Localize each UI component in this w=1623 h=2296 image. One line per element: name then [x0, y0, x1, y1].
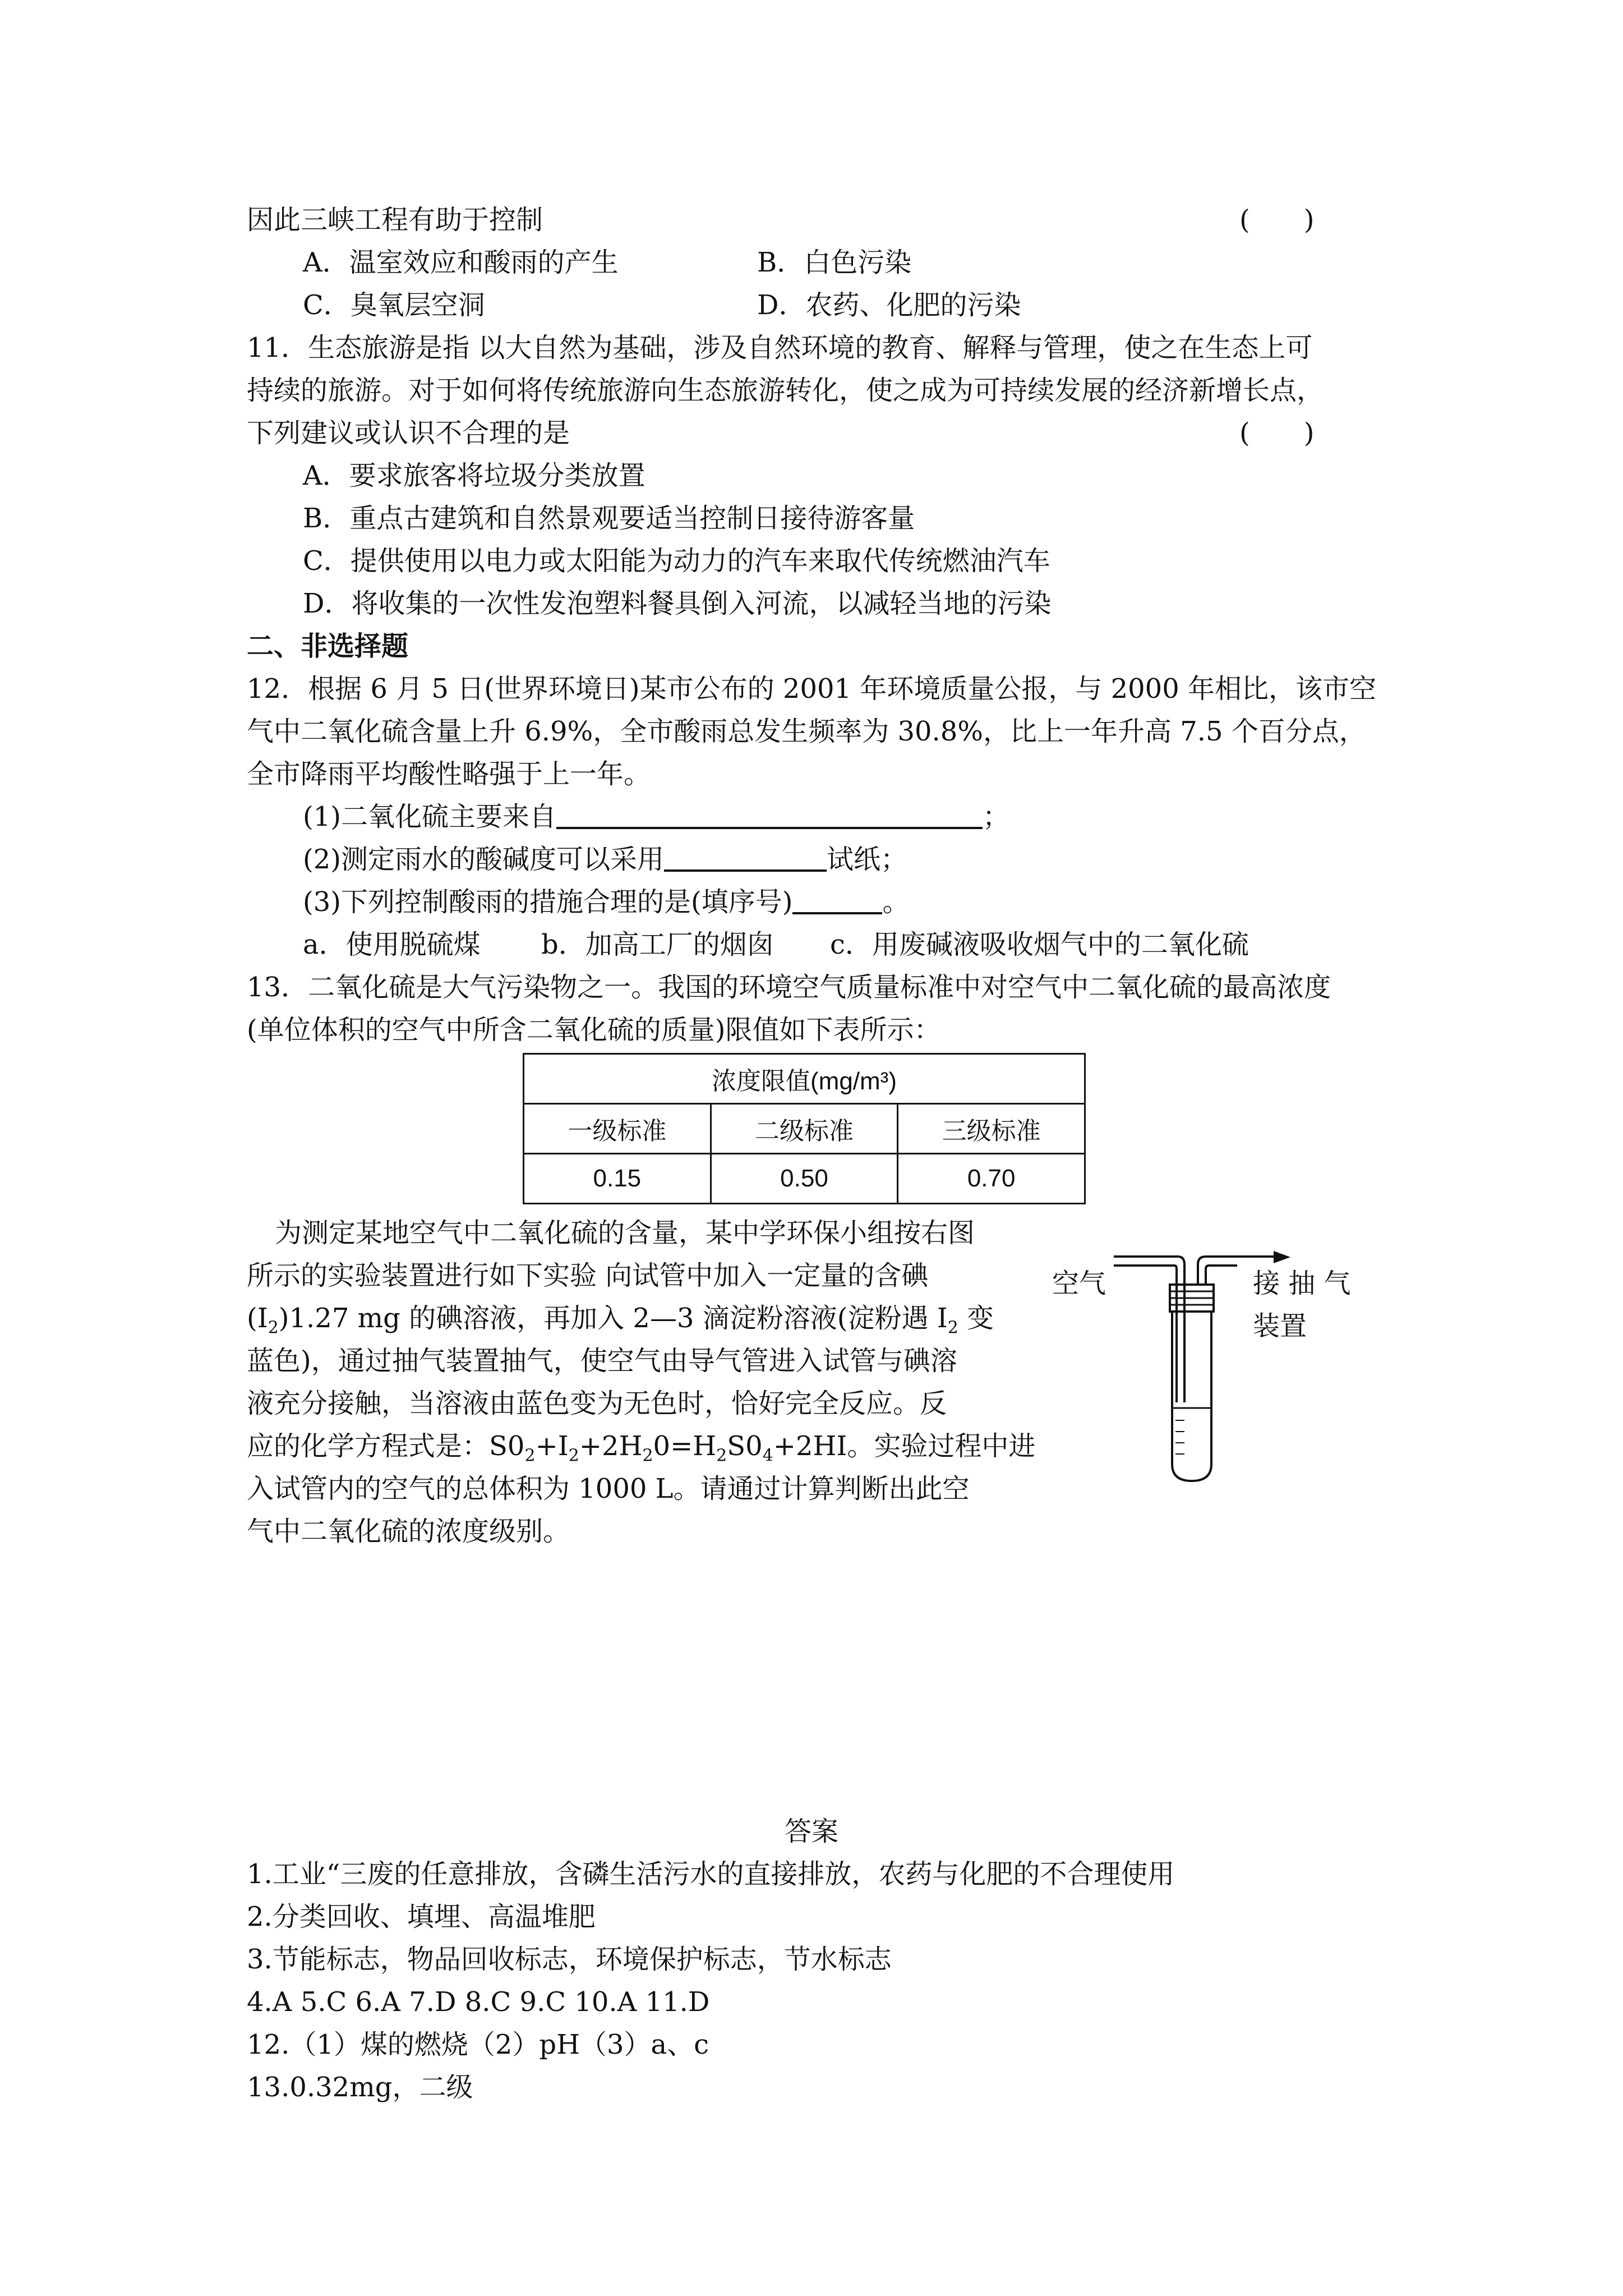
q11-answer-bracket: ( ) [1239, 417, 1315, 449]
q13-para-line-7: 入试管内的空气的总体积为 1000 L。请通过计算判断出此空 [247, 1473, 970, 1504]
q11-option-c: C．提供使用以电力或太阳能为动力的汽车来取代传统燃油汽车 [303, 545, 1050, 577]
table-value-3: 0.70 [898, 1154, 1085, 1204]
q10-option-a: A．温室效应和酸雨的产生 [303, 247, 619, 278]
answer-item: 2.分类回收、填埋、高温堆肥 [247, 1901, 596, 1932]
q12-stem-line-2: 气中二氧化硫含量上升 6.9%，全市酸雨总发生频率为 30.8%，比上一年升高 7.5 个百分点， [247, 716, 1366, 747]
q13-para-line-2: 所示的实验装置进行如下实验 向试管中加入一定量的含碘 [247, 1260, 929, 1291]
answer-item: 1.工业“三废的任意排放，含磷生活污水的直接排放，农药与化肥的不合理使用 [247, 1858, 1175, 1890]
q13-stem-line-1: 13．二氧化硫是大气污染物之一。我国的环境空气质量标准中对空气中二氧化硫的最高浓度 [247, 972, 1331, 1003]
q13-para-line-1: 为测定某地空气中二氧化硫的含量，某中学环保小组按右图 [275, 1217, 975, 1249]
q11-stem-line-2: 持续的旅游。对于如何将传统旅游向生态旅游转化，使之成为可持续发展的经济新增长点， [247, 375, 1324, 406]
q12-sub2-prompt: (2)测定雨水的酸碱度可以采用 [303, 844, 664, 875]
q12-measure-c: c．用废碱液吸收烟气中的二氧化硫 [830, 929, 1249, 960]
q13-para-line-8: 气中二氧化硫的浓度级别。 [247, 1516, 570, 1547]
q10-answer-bracket: ( ) [1239, 204, 1315, 236]
figure-pump-label-line-1: 接 抽 气 [1253, 1268, 1351, 1299]
figure-pump-label-line-2: 装置 [1253, 1310, 1307, 1342]
q12-sub2-end: 试纸； [827, 844, 908, 875]
table-row [524, 1104, 1085, 1154]
answer-item: 3.节能标志，物品回收标志，环境保护标志，节水标志 [247, 1944, 892, 1975]
q11-option-b: B．重点古建筑和自然景观要适当控制日接待游客量 [303, 503, 915, 534]
q12-sub3 [303, 885, 909, 919]
figure-air-label: 空气 [1052, 1268, 1106, 1299]
q12-measure-a: a．使用脱硫煤 [303, 929, 481, 960]
q13-stem-line-2: (单位体积的空气中所含二氧化硫的质量)限值如下表所示： [247, 1014, 941, 1046]
q12-sub3-prompt: (3)下列控制酸雨的措施合理的是(填序号) [303, 886, 793, 918]
q13-para-line-4: 蓝色)，通过抽气装置抽气，使空气由导气管进入试管与碘溶 [247, 1345, 957, 1377]
q10-stem: 因此三峡工程有助于控制 [247, 204, 543, 236]
table-row [524, 1054, 1085, 1104]
q13-para-line-3: $(I_2)1.27$ mg 的碘溶液，再加入 2—3 滴淀粉溶液(淀粉遇 $I_2$ 变 [247, 1303, 994, 1338]
table-value-2: 0.50 [711, 1154, 898, 1204]
q10-option-c: C．臭氧层空洞 [303, 289, 485, 321]
answer-item: 12.（1）煤的燃烧（2）pH（3）a、c [247, 2029, 709, 2060]
so2-standard-table [523, 1053, 1086, 1204]
q10-option-b: B．白色污染 [757, 247, 912, 278]
q12-sub1 [303, 800, 1009, 834]
answers-title: 答案 [784, 1816, 838, 1847]
answer-item: 13.0.32mg，二级 [247, 2072, 473, 2103]
q12-sub2-blank[interactable] [664, 845, 827, 872]
q12-sub3-blank[interactable] [792, 887, 882, 914]
q11-stem-line-3: 下列建议或认识不合理的是 [247, 417, 570, 449]
q12-sub1-prompt: (1)二氧化硫主要来自 [303, 801, 556, 832]
q12-stem-line-1: 12．根据 6 月 5 日(世界环境日)某市公布的 2001 年环境质量公报，与 2000 年相比，该市空 [247, 673, 1376, 705]
answer-item: 4.A 5.C 6.A 7.D 8.C 9.C 10.A 11.D [247, 1986, 710, 2018]
table-row [524, 1154, 1085, 1204]
q11-option-d: D．将收集的一次性发泡塑料餐具倒入河流，以减轻当地的污染 [303, 588, 1052, 619]
q12-sub2 [303, 843, 907, 876]
table-level-2: 二级标准 [711, 1104, 898, 1154]
table-level-1: 一级标准 [524, 1104, 711, 1154]
section-title-non-choice: 二、非选择题 [247, 631, 409, 662]
q12-sub1-blank[interactable] [556, 802, 983, 829]
q12-sub3-end: 。 [882, 886, 910, 918]
q11-option-a: A．要求旅客将垃圾分类放置 [303, 460, 645, 491]
apparatus-figure [1052, 1240, 1377, 1498]
q11-stem-line-1: 11．生态旅游是指 以大自然为基础，涉及自然环境的教育、解释与管理，使之在生态上可 [247, 332, 1313, 364]
table-value-1: 0.15 [524, 1154, 711, 1204]
table-header-cell: 浓度限值(mg/m³) [524, 1054, 1085, 1104]
q12-sub1-end: ； [983, 801, 1010, 832]
table-level-3: 三级标准 [898, 1104, 1085, 1154]
q10-option-d: D．农药、化肥的污染 [757, 289, 1021, 321]
q13-para-line-6: 应的化学方程式是：$S0_2+I_2+2H_20=H_2S0_4+2HI$。实验过程中进 [247, 1430, 1036, 1466]
q12-measure-b: b．加高工厂的烟囱 [541, 929, 774, 960]
q12-stem-line-3: 全市降雨平均酸性略强于上一年。 [247, 758, 651, 790]
q13-para-line-5: 液充分接触，当溶液由蓝色变为无色时，恰好完全反应。反 [247, 1388, 947, 1419]
